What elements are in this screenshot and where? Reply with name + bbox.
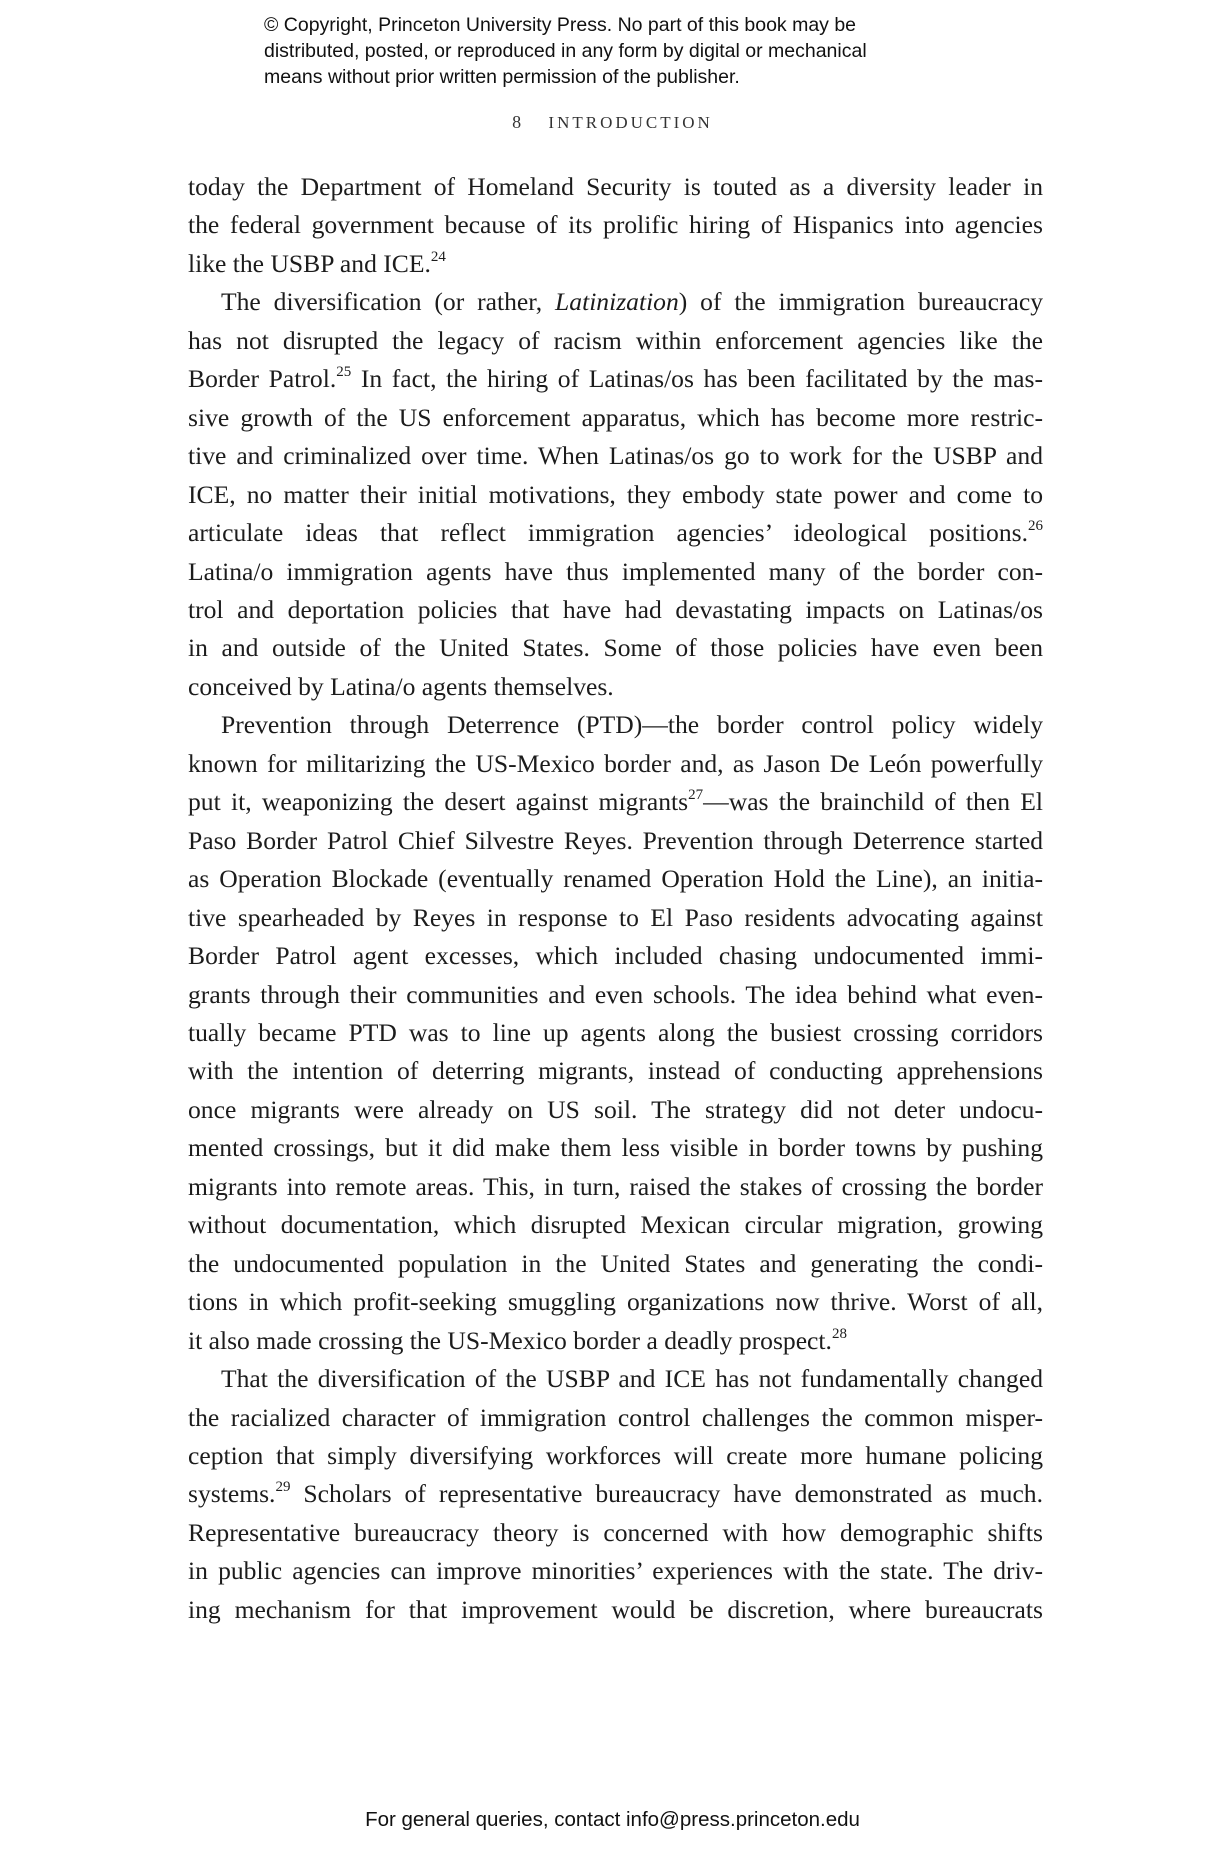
text-line: in and outside of the United States. Some of those policies have even been	[188, 633, 1043, 663]
text-line: tions in which profit-seeking smuggling organizations now thrive. Worst of all,	[188, 1287, 1043, 1317]
text-line: conceived by Latina/o agents themselves.	[188, 671, 614, 701]
footnote-ref[interactable]: 26	[1028, 518, 1043, 535]
text-line: the racialized character of immigration control challenges the common misper-	[188, 1402, 1043, 1432]
text-line: ing mechanism for that improvement would be discretion, where bureaucrats	[188, 1594, 1043, 1624]
footer-contact: For general queries, contact info@press.princeton.edu	[365, 1808, 860, 1831]
footnote-ref[interactable]: 28	[831, 1325, 847, 1342]
footnote-ref[interactable]: 25	[336, 364, 352, 381]
copyright-notice	[264, 12, 1024, 90]
paragraph-start: That the diversification of the USBP and ICE has not fundamentally changed	[221, 1364, 1043, 1394]
text-line: articulate ideas that reflect immigration agencies’ ideological positions.$^{26}$	[188, 518, 1043, 548]
text-line: put it, weaponizing the desert against migrants$^{27}$—was the brainchild of then El	[188, 787, 1044, 817]
text-line: with the intention of deterring migrants, instead of conducting apprehensions	[188, 1056, 1043, 1086]
footnote-ref[interactable]: 24	[430, 248, 446, 265]
italic-term: Latinization	[555, 287, 679, 317]
text-line: systems.$^{29}$ Scholars of representative bureaucracy have demonstrated as much.	[188, 1479, 1043, 1509]
text-line: the federal government because of its prolific hiring of Hispanics into agencies	[188, 210, 1043, 240]
text-line: Paso Border Patrol Chief Silvestre Reyes. Prevention through Deterrence started	[188, 825, 1043, 855]
text-line: grants through their communities and even schools. The idea behind what even-	[188, 979, 1043, 1009]
text-line: sive growth of the US enforcement apparatus, which has become more restric-	[188, 402, 1043, 432]
text-line: known for militarizing the US-Mexico border and, as Jason De León powerfully	[188, 748, 1043, 778]
copyright-line: distributed, posted, or reproduced in any form by digital or mechanical	[264, 40, 867, 62]
text-line: has not disrupted the legacy of racism within enforcement agencies like the	[188, 325, 1043, 355]
body-text	[188, 168, 1043, 1629]
text-line: trol and deportation policies that have had devastating impacts on Latinas/os	[188, 594, 1043, 624]
text-line: in public agencies can improve minorities’ experiences with the state. The driv-	[188, 1556, 1043, 1586]
copyright-line: © Copyright, Princeton University Press. No part of this book may be	[264, 14, 857, 36]
text-line: tive and criminalized over time. When Latinas/os go to work for the USBP and	[188, 441, 1043, 471]
text-line: mented crossings, but it did make them less visible in border towns by pushing	[188, 1133, 1043, 1163]
page-number: 8	[512, 112, 522, 132]
text-line: Border Patrol agent excesses, which included chasing undocumented immi-	[188, 941, 1043, 971]
text-line: ception that simply diversifying workforces will create more humane policing	[188, 1440, 1043, 1470]
text-line: the undocumented population in the United States and generating the condi-	[188, 1248, 1043, 1278]
text-line: Latina/o immigration agents have thus implemented many of the border con-	[188, 556, 1043, 586]
text-line: Border Patrol.$^{25}$ In fact, the hiring of Latinas/os has been facilitated by the mas-	[188, 364, 1043, 394]
paragraph-start: Prevention through Deterrence (PTD)—the border control policy widely	[221, 710, 1043, 740]
text-line: today the Department of Homeland Security is touted as a diversity leader in	[188, 172, 1043, 201]
text-line: tive spearheaded by Reyes in response to El Paso residents advocating against	[188, 902, 1043, 932]
copyright-line: means without prior written permission of the publisher.	[264, 66, 740, 88]
paragraph-start: The diversification (or rather, Latinization) of the immigration bureaucracy	[221, 287, 1043, 317]
text-line: tually became PTD was to line up agents along the busiest crossing corridors	[188, 1017, 1043, 1047]
text-line: as Operation Blockade (eventually renamed Operation Hold the Line), an initia-	[188, 864, 1043, 894]
text-line: Representative bureaucracy theory is concerned with how demographic shifts	[188, 1517, 1043, 1547]
footnote-ref[interactable]: 27	[688, 787, 704, 804]
text-line: like the USBP and ICE.$^{24}$	[188, 248, 446, 278]
text-line: it also made crossing the US-Mexico border a deadly prospect.$^{28}$	[188, 1325, 847, 1355]
text-line: without documentation, which disrupted Mexican circular migration, growing	[188, 1210, 1043, 1240]
footnote-ref[interactable]: 29	[275, 1479, 291, 1496]
text-line: once migrants were already on US soil. The strategy did not deter undocu-	[188, 1094, 1043, 1124]
text-line: migrants into remote areas. This, in turn, raised the stakes of crossing the border	[188, 1171, 1043, 1201]
text-line: ICE, no matter their initial motivations, they embody state power and come to	[188, 479, 1043, 509]
running-head	[0, 112, 1225, 133]
chapter-title: INTRODUCTION	[548, 113, 713, 132]
